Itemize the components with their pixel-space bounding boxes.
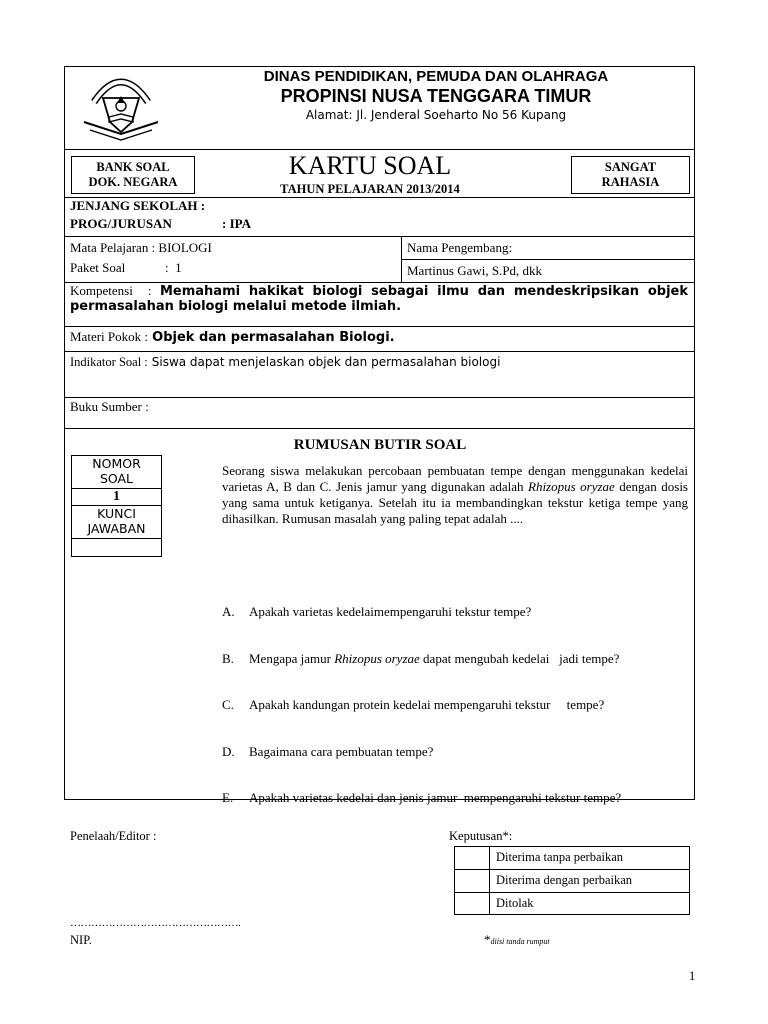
buku-sumber-label: Buku Sumber :: [70, 399, 149, 414]
option-text: Bagaimana cara pembuatan tempe?: [249, 743, 434, 759]
indikator-label: Indikator Soal :: [70, 355, 148, 369]
rumusan-heading: RUMUSAN BUTIR SOAL: [293, 437, 467, 453]
sangat-label: SANGAT: [604, 160, 657, 174]
kompetensi-text: [70, 283, 688, 314]
kompetensi-value: Memahami hakikat biologi sebagai ilmu dan mendeskripsikan objek permasalahan biologi melalui metode ilmiah.: [70, 284, 689, 314]
divider-buku: [64, 428, 695, 429]
option-d[interactable]: [222, 744, 688, 760]
answer-options: [222, 573, 688, 821]
divider-school: [64, 236, 695, 237]
paket-soal-value: : 1: [165, 260, 182, 275]
choice-diterima-tanpa: Diterima tanpa perbaikan: [496, 850, 624, 864]
indikator-row: [70, 354, 500, 370]
option-c[interactable]: [222, 697, 688, 713]
nomor-label-line-2: SOAL: [99, 471, 134, 486]
prog-jurusan-value: : IPA: [222, 216, 252, 231]
divider-materi: [64, 351, 695, 352]
kunci-jawaban-label: [71, 506, 162, 536]
materi-value: Objek dan permasalahan Biologi.: [152, 330, 395, 345]
option-letter: C.: [222, 697, 234, 712]
jenjang-sekolah: JENJANG SEKOLAH :: [70, 198, 206, 213]
option-letter: D.: [222, 743, 235, 759]
question-stem: [222, 463, 688, 527]
option-letter: E.: [222, 790, 234, 805]
signature-dots: ………………………………………….: [70, 917, 241, 929]
header-line-1: DINAS PENDIDIKAN, PEMUDA DAN OLAHRAGA: [263, 68, 609, 85]
stem-organism: Rhizopus oryzae: [528, 479, 615, 494]
option-letter: B.: [222, 650, 234, 666]
card-title: KARTU SOAL: [288, 151, 452, 180]
indikator-value: Siswa dapat menjelaskan objek dan permasalahan biologi: [151, 355, 501, 369]
keputusan-label: Keputusan*:: [449, 829, 513, 843]
penelaah-label: Penelaah/Editor :: [70, 829, 157, 843]
nama-pengembang-label: Nama Pengembang:: [407, 240, 513, 255]
fill-note: [484, 931, 550, 949]
materi-label: Materi Pokok :: [70, 329, 148, 344]
nomor-divider-3: [71, 538, 162, 539]
paket-soal-label: Paket Soal: [70, 260, 126, 275]
mata-pelajaran: Mata Pelajaran : BIOLOGI: [70, 240, 212, 255]
stem-part-2: dengan dosis yang sama untuk ketiganya. Setelah itu ia membandingkan tekstur ketiga tempe yang dihasilkan. Rumusan masalah yang paling tepat adalah ....: [222, 479, 688, 526]
keputusan-checkbox-column: [489, 846, 490, 915]
header-line-2: PROPINSI NUSA TENGGARA TIMUR: [280, 86, 592, 106]
option-b[interactable]: [222, 651, 688, 667]
keputusan-row-divider-2: [454, 892, 690, 893]
checkbox-diterima-tanpa[interactable]: [455, 847, 489, 869]
institution-logo: [74, 70, 168, 144]
divider-kompetensi: [64, 326, 695, 327]
option-letter: A.: [222, 604, 235, 619]
materi-row: [70, 329, 395, 345]
option-e[interactable]: [222, 790, 688, 806]
option-text: Mengapa jamur: [249, 650, 335, 666]
choice-ditolak: Ditolak: [496, 896, 534, 910]
dok-negara-label: DOK. NEGARA: [88, 175, 178, 189]
bank-soal-label: BANK SOAL: [96, 160, 170, 174]
nomor-soal-label: [71, 456, 162, 486]
rahasia-label: RAHASIA: [601, 175, 660, 189]
card-year: TAHUN PELAJARAN 2013/2014: [280, 182, 460, 196]
divider-indikator: [64, 397, 695, 398]
option-text: Apakah varietas kedelaimempengaruhi tekstur tempe?: [249, 604, 532, 619]
nama-pengembang-value: Martinus Gawi, S.Pd, dkk: [407, 263, 543, 278]
kunci-label-line-2: JAWABAN: [87, 521, 146, 536]
page-number: 1: [689, 969, 696, 983]
bank-soal-box: [71, 156, 195, 194]
option-text: Apakah varietas kedelai dan jenis jamur mempengaruhi tekstur tempe?: [249, 790, 622, 805]
choice-diterima-dengan: Diterima dengan perbaikan: [496, 873, 633, 887]
nomor-label-line-1: NOMOR: [92, 456, 141, 471]
kompetensi-label: Kompetensi :: [70, 283, 152, 298]
header-address: Alamat: Jl. Jenderal Soeharto No 56 Kupang: [305, 108, 567, 122]
nip-label: NIP.: [70, 933, 92, 947]
option-text-end: dapat mengubah kedelai jadi tempe?: [419, 650, 620, 666]
option-organism: Rhizopus oryzae: [334, 650, 420, 666]
checkbox-ditolak[interactable]: [455, 893, 489, 914]
stem-part-1: Seorang siswa melakukan percobaan pembuatan tempe dengan menggunakan kedelai varietas A, B dan C. Jenis jamur yang digunakan adalah: [222, 463, 688, 494]
checkbox-diterima-dengan[interactable]: [455, 870, 489, 892]
fill-note-star: *: [484, 932, 491, 947]
keputusan-row-divider-1: [454, 869, 690, 870]
divider-header: [64, 149, 695, 150]
fill-note-text: diisi tanda rumput: [490, 937, 550, 946]
kunci-label-line-1: KUNCI: [97, 506, 136, 521]
info-right-row-divider: [401, 259, 695, 260]
secret-box: [571, 156, 690, 194]
option-a[interactable]: [222, 604, 688, 620]
prog-jurusan-label: PROG/JURUSAN: [70, 216, 172, 231]
nomor-soal-value: 1: [113, 489, 120, 504]
option-text: Apakah kandungan protein kedelai mempengaruhi tekstur tempe?: [249, 697, 605, 712]
